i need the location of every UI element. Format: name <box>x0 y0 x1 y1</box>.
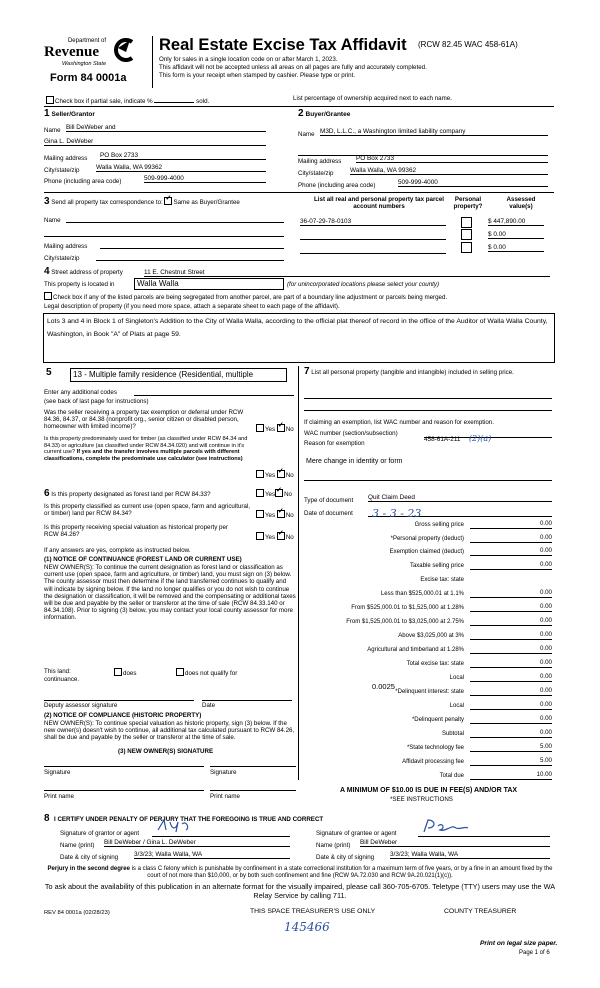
revision: REV 84 0001a (02/28/23) <box>44 910 110 916</box>
alt-format-notice: To ask about the availability of this publication in an alternate format for the visually impaired, please call 360-705-6705. Teletype (TTY) users may use the WA Relay Service by calling 711. <box>44 882 556 900</box>
seller-phone[interactable]: 509-999-4000 <box>144 175 266 183</box>
logo-dept-of: Department of <box>67 38 106 44</box>
legal-label: Legal description of property (if you need more space, attach a separate sheet to each page of the affidavit). <box>44 303 340 310</box>
corr-name-field-2[interactable] <box>44 229 284 237</box>
tax-line-label: Total due <box>439 773 464 779</box>
q2-no-checkbox[interactable] <box>277 470 285 478</box>
tax-line-label: From $525,000.01 to $1,525,000 at 1.28% <box>351 605 464 611</box>
tax-line-label: *Personal property (deduct) <box>390 536 464 542</box>
partial-sale-sold: sold. <box>196 98 210 105</box>
parcel-number[interactable]: 36-07-29-78-0103 <box>300 218 446 226</box>
print-name-label-2: Print name <box>210 793 240 800</box>
sec5-q2-answers <box>256 470 294 479</box>
print-name-label: Print name <box>44 793 74 800</box>
yes-label: Yes <box>265 512 276 519</box>
wac-label: WAC number (section/subsection) <box>304 430 398 437</box>
yes-label: Yes <box>265 426 276 433</box>
personal-property-checkbox[interactable] <box>461 229 472 240</box>
tax-line-label: *State technology fee <box>406 745 464 751</box>
tax-line-label: Taxable selling price <box>409 563 464 569</box>
notice-2-text: NEW OWNER(S): To continue special valuation as historic property, sign (3) below. If the new owner(s) doesn't wish to continue, all additional tax calculated pursuant to RCW 84.26, shall be due and payable by the seller or transferor at the time of sale. <box>44 720 295 742</box>
sec6-q2-yes-checkbox[interactable] <box>256 510 264 518</box>
tax-line-value[interactable]: 0.00 <box>470 520 552 529</box>
tax-line-value[interactable]: 0.00 <box>470 659 552 668</box>
reason-line <box>304 480 552 481</box>
tax-line-label: Excise tax: state <box>420 577 464 583</box>
sec6-q3-yes-checkbox[interactable] <box>256 532 264 540</box>
seller-mail-label: Mailing address <box>44 155 88 162</box>
assessor-date-field[interactable] <box>202 694 292 701</box>
tax-line-value[interactable]: 10.00 <box>470 771 552 780</box>
yes-label: Yes <box>265 472 276 479</box>
parcel-number[interactable] <box>300 232 446 240</box>
grantor-date-label: Date & city of signing <box>60 854 119 861</box>
sec6-q1-no-checkbox[interactable] <box>275 489 283 497</box>
yes-label: Yes <box>265 491 276 498</box>
doc-date-field[interactable] <box>368 504 552 520</box>
tax-line-label: Agricultural and timberland at 1.28% <box>367 647 464 653</box>
buyer-mail[interactable]: PO Box 2733 <box>356 155 548 163</box>
tax-line-label: Subtotal <box>441 731 464 737</box>
assessed-value[interactable]: $ 447,890.00 <box>488 218 544 226</box>
tax-line-label: *Delinquent penalty <box>411 717 464 723</box>
buyer-mail-label: Mailing address <box>298 158 342 165</box>
minimum-due: A MINIMUM OF $10.00 IS DUE IN FEE(S) AND/OR TAX <box>340 787 518 794</box>
land-use-select[interactable]: 13 - Multiple family residence (Residential, multiple <box>70 368 287 382</box>
county-treasurer: COUNTY TREASURER <box>444 908 517 915</box>
assessed-col-header: Assessed value(s) <box>506 196 536 211</box>
add-codes-field[interactable] <box>134 388 294 396</box>
sec6-q2-no-checkbox[interactable] <box>277 510 285 518</box>
new-owner-print-1[interactable] <box>44 784 204 791</box>
seller-name-2[interactable]: Gina L. DeWeber <box>44 138 266 146</box>
seller-phone-label: Phone (including area code) <box>44 178 122 185</box>
corr-name-label: Name <box>44 217 61 224</box>
sec6-q1-answers <box>256 489 292 498</box>
correspondence-label: Send all property tax correspondence to: <box>51 199 163 206</box>
personal-property-checkbox[interactable] <box>461 242 472 253</box>
seller-name-1[interactable]: Bill DeWeber and <box>66 124 266 132</box>
same-as-buyer-checkbox[interactable] <box>164 197 172 205</box>
located-select[interactable]: Walla Walla <box>134 278 284 290</box>
notice-2-title: (2) NOTICE OF COMPLIANCE (HISTORIC PROPERTY) <box>44 712 202 719</box>
assessed-value[interactable]: $ 0.00 <box>488 244 544 252</box>
tax-line-value[interactable]: 0.00 <box>470 534 552 543</box>
doc-date-handwritten: 3 - 3 - 23 <box>372 507 422 520</box>
tax-line-value[interactable]: 5.00 <box>470 757 552 766</box>
reason-value[interactable]: Mere change in identity or form <box>306 458 403 465</box>
if-any-yes: If any answers are yes, complete as instructed below. <box>44 547 191 554</box>
see-instructions: *SEE INSTRUCTIONS <box>390 796 453 803</box>
does-not-option <box>176 668 237 677</box>
page-title: Real Estate Excise Tax Affidavit <box>159 36 407 54</box>
sec6-q1 <box>44 490 211 498</box>
grantor-signature-mark <box>156 818 216 834</box>
personal-col-header: Personal property? <box>453 196 483 211</box>
tax-line-value[interactable]: 0.00 <box>470 617 552 626</box>
no-label: No <box>285 534 294 541</box>
personal-property-checkbox[interactable] <box>461 217 472 228</box>
grantor-signature-field[interactable] <box>152 822 290 837</box>
grantee-date[interactable]: 3/3/23; Walla Walla, WA <box>390 851 550 859</box>
assessor-signature-field[interactable] <box>44 694 194 701</box>
notice-3-title: (3) NEW OWNER(S) SIGNATURE <box>118 748 214 755</box>
buyer-phone-label: Phone (including area code) <box>298 182 376 189</box>
buyer-phone[interactable]: 509-999-4000 <box>398 179 548 187</box>
seller-city-label: City/state/zip <box>44 167 80 174</box>
logo-state: Washington State <box>62 61 107 67</box>
doc-type-label: Type of document <box>304 497 354 504</box>
treasurer-use: THIS SPACE TREASURER'S USE ONLY <box>250 908 376 915</box>
section-number: 7 <box>304 366 310 377</box>
doc-date-label: Date of document <box>304 510 353 517</box>
section-number: 5 <box>46 367 52 378</box>
sec6-q3-no-checkbox[interactable] <box>277 532 285 540</box>
corr-mail-field[interactable] <box>100 241 284 249</box>
tax-line-label: Above $3,025,000 at 3% <box>398 633 464 639</box>
new-owner-print-2[interactable] <box>210 784 296 791</box>
column-divider <box>298 366 299 780</box>
section-number: 8 <box>44 813 50 824</box>
receipt-number: 145466 <box>284 920 330 934</box>
header-divider <box>152 36 153 88</box>
no-label: No <box>285 472 294 479</box>
grantee-date-label: Date & city of signing <box>316 854 375 861</box>
assessor-sig-label: Deputy assessor signature <box>44 702 118 709</box>
notice-1-title: (1) NOTICE OF CONTINUANCE (FOREST LAND OR CURRENT USE) <box>44 556 242 563</box>
tax-line-value[interactable]: 0.00 <box>470 547 552 556</box>
form-number: Form 84 0001a <box>50 72 127 84</box>
new-owner-sig-2[interactable] <box>210 760 296 767</box>
continuance-label: continuance. <box>44 676 80 683</box>
segregated-row <box>44 292 447 301</box>
sec5-q2-bold: If yes and the transfer involves multiple parcels with different classifications, complete the predominate use calculator (see instructions) <box>44 449 243 462</box>
tax-line-label: Local <box>449 703 464 709</box>
tax-line-value[interactable]: 0.00 <box>470 589 552 598</box>
tax-line-label: Less than $525,000.01 at 1.1% <box>380 591 464 597</box>
corr-city-field[interactable] <box>96 253 284 261</box>
same-as-buyer-label: Same as Buyer/Grantee <box>173 199 240 206</box>
signature-label-2: Signature <box>210 769 237 776</box>
grantee-signature-mark <box>422 818 472 834</box>
partial-sale-label: Check box if partial sale, indicate % <box>55 98 153 105</box>
doc-type-value[interactable]: Quit Claim Deed <box>368 494 552 502</box>
tax-line-label: *Delinquent interest: state <box>395 689 464 695</box>
sec7-label <box>304 368 554 376</box>
divider <box>44 192 554 193</box>
sec6-q1-text: Is this property designated as forest land per RCW 84.33? <box>51 491 211 498</box>
sec6-q1-yes-checkbox[interactable] <box>256 489 264 497</box>
header-note-1: Only for sales in a single location code on or after March 1, 2023. <box>159 56 338 63</box>
q2-yes-checkbox[interactable] <box>256 470 264 478</box>
tax-line-value[interactable]: 5.00 <box>470 743 552 752</box>
section-number: 1 <box>44 108 50 119</box>
grantor-name-label: Name (print) <box>60 842 95 849</box>
notice-1-text: NEW OWNER(S): To continue the current designation as forest land or classification as current use (open space, farm and agriculture, or timber) land, you must sign on (3) below. The county assessor must then determine if the land transferred continues to qualify and will indicate by signing below. If the land no longer qualifies or you do not wish to continue the designation or classification, it will be removed and the compensating or additional taxes will be due and payable by the seller or transferor at the time of sale (RCW 84.33.140 or 84.34.108). Prior to signing (3) below, you may contact your local county assessor for more information. <box>44 564 296 622</box>
local-rate: 0.0025 <box>372 682 395 691</box>
wac-handwritten: (2)(a) <box>468 434 492 443</box>
tax-line-label: Gross selling price <box>414 522 464 528</box>
personal-property-field-2[interactable] <box>304 404 552 411</box>
sec5-q1-answers <box>256 424 294 433</box>
no-label: No <box>285 426 294 433</box>
see-back: (see back of last page for instructions) <box>44 398 149 405</box>
buyer-name-label: Name <box>298 131 315 138</box>
street-label: Street address of property <box>51 269 123 276</box>
tax-line-value[interactable]: 0.00 <box>470 715 552 724</box>
exempt-label: If claiming an exemption, list WAC number and reason for exemption. <box>304 419 494 426</box>
seller-city[interactable]: Walla Walla, WA 99362 <box>96 164 266 172</box>
personal-property-field-1[interactable] <box>304 392 552 399</box>
parcel-number[interactable] <box>300 246 446 254</box>
tax-line-label: Local <box>449 675 464 681</box>
sec6-q3: Is this property receiving special valuation as historical property per RCW 84.26? <box>44 524 228 539</box>
no-label: No <box>285 512 294 519</box>
new-owner-sig-1[interactable] <box>44 760 204 767</box>
perjury-text: is a class C felony which is punishable by confinement in a state correctional institution for a maximum term of five years, or by a fine in an amount fixed by the court of not more than $10,000, or by both such confinement and fine (RCW 9A.72.030 and RCW 9A.20.021(1)(c)). <box>131 866 553 879</box>
buyer-name-1[interactable]: M3D, L.L.C., a Washington limited liability company <box>320 128 548 136</box>
section-number: 3 <box>44 196 50 207</box>
sec5-q2 <box>44 436 258 462</box>
sec5-q1: Was the seller receiving a property tax exemption or deferral under RCW 84.36, 84.37, or 84.38 (nonprofit org., senior citizen or disabled person, homeowner with limited income)? <box>44 409 244 431</box>
legal-paper: Print on legal size paper. <box>480 940 558 947</box>
signature-label: Signature <box>44 769 71 776</box>
buyer-city[interactable]: Walla Walla, WA 99362 <box>350 167 548 175</box>
does-not-checkbox[interactable] <box>176 668 184 676</box>
located-label: This property is located in <box>44 281 115 288</box>
segregated-checkbox[interactable] <box>44 292 52 300</box>
parcels-col-header: List all real and personal property tax parcel account numbers <box>314 196 444 211</box>
grantor-name[interactable]: Bill DeWeber / Gina L. DeWeber <box>104 839 290 847</box>
corr-city-label: City/state/zip <box>44 255 80 262</box>
tax-line-value[interactable]: 0.00 <box>470 687 552 696</box>
page-number: Page 1 of 6 <box>519 950 550 956</box>
street-address[interactable]: 11 E. Chestnut Street <box>144 269 550 277</box>
certify-text: I CERTIFY UNDER PENALTY OF PERJURY THAT THE FOREGOING IS TRUE AND CORRECT <box>54 816 324 823</box>
tax-line-value[interactable]: 0.00 <box>470 603 552 612</box>
partial-sale-checkbox[interactable] <box>46 96 54 104</box>
wac-number: 458-61A-211 <box>424 436 461 443</box>
section-number: 6 <box>44 488 50 499</box>
yes-label: Yes <box>265 534 276 541</box>
buyer-heading: Buyer/Grantee <box>305 111 351 118</box>
tax-line-label: Affidavit processing fee <box>402 759 464 765</box>
sec6-q2: Is this property classified as current use (open space, farm and agricultural, or timber) land per RCW 84.34? <box>44 503 251 518</box>
ownership-note: List percentage of ownership acquired next to each name. <box>293 95 452 102</box>
does-not-label: does not qualify for <box>185 670 238 677</box>
seller-heading: Seller/Grantor <box>51 111 95 118</box>
tax-line-label: Exemption claimed (deduct) <box>389 549 464 555</box>
section-number: 4 <box>44 266 50 277</box>
this-land-label: This land: <box>44 668 71 675</box>
grantor-sig-label: Signature of grantor or agent <box>60 830 140 837</box>
header-note-2: This affidavit will not be accepted unless all areas on all pages are fully and accurately completed. <box>159 64 427 71</box>
sec5-q2-text: Is this property predominately used for timber (as classified under RCW 84.34 and 84.33) or agriculture (as classified under RCW 84.34.020) and will continue in it's current use? <box>44 436 248 456</box>
tax-line-value[interactable]: 0.00 <box>470 701 552 710</box>
located-note: (for unincorporated locations please select your county) <box>287 281 440 288</box>
header-note-3: This form is your receipt when stamped by cashier. Please type or print. <box>159 72 356 79</box>
tax-line-value[interactable]: 0.00 <box>470 561 552 570</box>
grantee-name-label: Name (print) <box>316 842 351 849</box>
grantee-name[interactable]: Bill DeWeber <box>360 839 550 847</box>
grantor-date[interactable]: 3/3/23; Walla Walla, WA <box>134 851 290 859</box>
perjury-notice <box>44 866 556 880</box>
corr-mail-label: Mailing address <box>44 243 88 250</box>
no-label: No <box>284 491 293 498</box>
does-option <box>114 668 136 677</box>
tax-line-label: Total excise tax: state <box>406 661 464 667</box>
section-number: 2 <box>298 108 304 119</box>
buyer-city-label: City/state/zip <box>298 170 334 177</box>
logo <box>44 36 144 88</box>
sec7-label-text: List all personal property (tangible and intangible) included in selling price. <box>311 369 514 376</box>
does-checkbox[interactable] <box>114 668 122 676</box>
partial-sale-percent-field[interactable] <box>154 102 194 103</box>
tax-line-value[interactable]: 0.00 <box>470 673 552 682</box>
reason-label: Reason for exemption <box>304 440 365 447</box>
grantee-signature-field[interactable] <box>418 822 550 837</box>
sec6-q2-answers <box>256 510 294 519</box>
add-codes-label: Enter any additional codes <box>44 389 117 396</box>
logo-revenue: Revenue <box>44 44 99 60</box>
q1-yes-checkbox[interactable] <box>256 424 264 432</box>
tax-line-value[interactable]: 0.00 <box>470 645 552 654</box>
wac-field[interactable] <box>424 428 552 443</box>
partial-sale-row <box>46 96 209 105</box>
assessed-value[interactable]: $ 0.00 <box>488 231 544 239</box>
revenue-emblem-icon <box>110 36 136 64</box>
does-label: does <box>123 670 137 677</box>
sec6-q3-answers <box>256 532 294 541</box>
street-row <box>44 268 123 276</box>
seller-name-label: Name <box>44 127 61 134</box>
legal-description: Lots 3 and 4 in Block 1 of Singleton's Addition to the City of Walla Walla, according to the official plat thereof of record in the office of the Auditor of Walla Walla County, Washington, in Book "A" of Plats at page 59. <box>47 318 548 338</box>
segregated-label: Check box if any of the listed parcels are being segregated from another parcel, are part of a boundary line adjustment or parcels being merged. <box>53 294 448 301</box>
grantee-sig-label: Signature of grantee or agent <box>316 830 397 837</box>
assessor-date-label: Date <box>202 702 216 709</box>
tax-line-value[interactable]: 0.00 <box>470 631 552 640</box>
seller-mail[interactable]: PO Box 2733 <box>100 152 266 160</box>
perjury-bold: Perjury in the second degree <box>47 866 130 872</box>
title-citation: (RCW 82.45 WAC 458-61A) <box>418 40 518 49</box>
tax-line-value[interactable]: 0.00 <box>470 729 552 738</box>
divider <box>44 106 554 107</box>
corr-name-field[interactable] <box>66 215 284 223</box>
q1-no-checkbox[interactable] <box>277 424 285 432</box>
legal-description-box[interactable] <box>43 313 555 363</box>
tax-line-label: From $1,525,000.01 to $3,025,000 at 2.75% <box>346 619 464 625</box>
